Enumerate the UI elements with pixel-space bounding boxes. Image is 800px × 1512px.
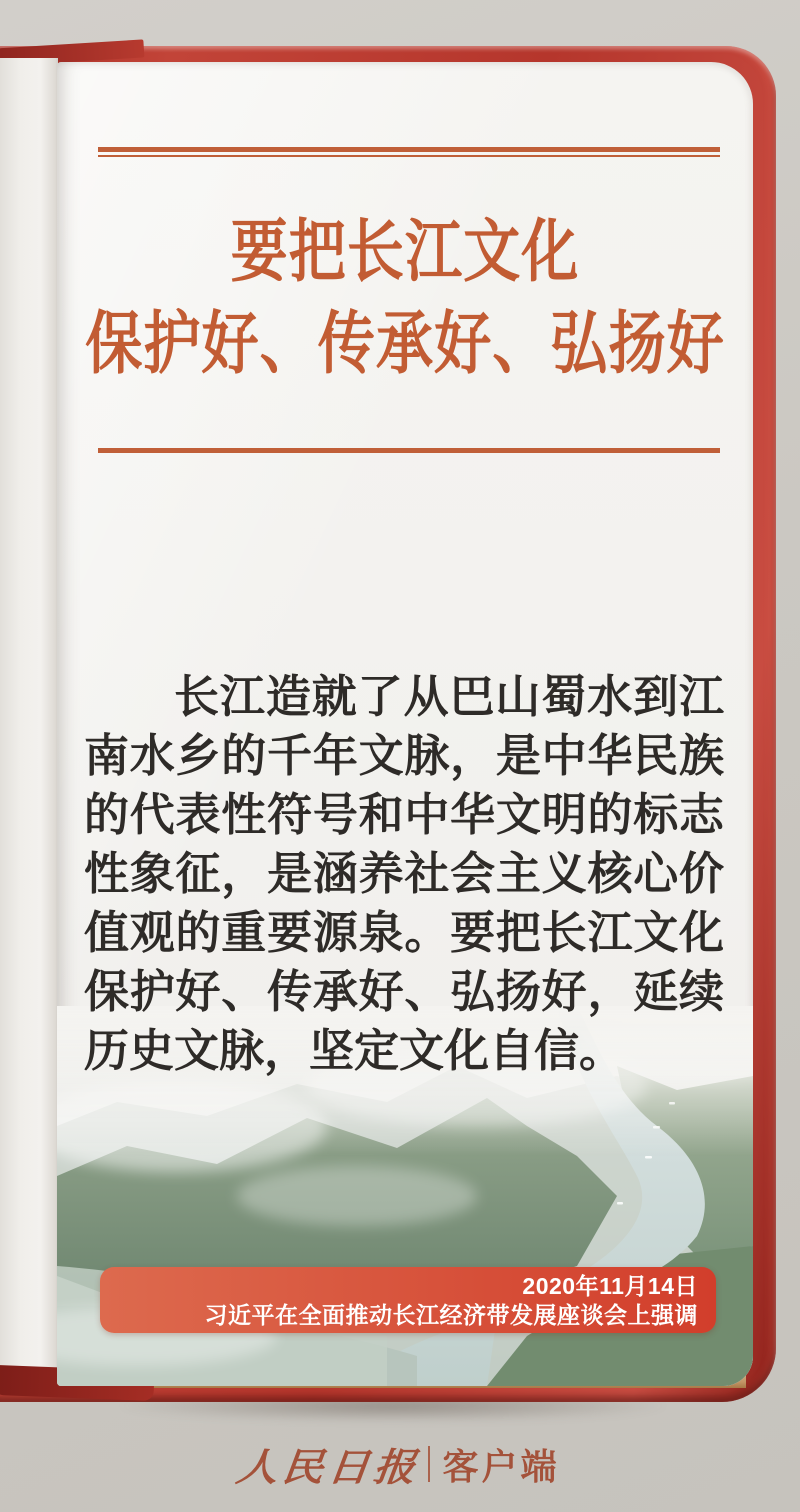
brand-suffix-text: 客户端 bbox=[442, 1445, 560, 1487]
body-line: 的代表性符号和中华文明的标志 bbox=[84, 790, 724, 840]
body-line: 保护好、传承好、弘扬好，延续 bbox=[84, 967, 724, 1017]
brand-script-text: 人民日报 bbox=[234, 1444, 423, 1490]
logo-divider bbox=[428, 1446, 430, 1482]
book-page bbox=[57, 62, 753, 1386]
banner-attribution: 习近平在全面推动长江经济带发展座谈会上强调 bbox=[204, 1301, 698, 1328]
body-line: 值观的重要源泉。要把长江文化 bbox=[84, 908, 724, 958]
page-title bbox=[57, 206, 753, 390]
attribution-banner bbox=[100, 1267, 716, 1333]
body-line: 性象征，是涵养社会主义核心价 bbox=[84, 849, 724, 899]
body-paragraph bbox=[84, 668, 724, 1081]
body-line: 历史文脉，坚定文化自信。 bbox=[84, 1026, 625, 1076]
bottom-decorative-rule bbox=[98, 448, 720, 453]
top-decorative-rule bbox=[98, 147, 720, 157]
title-line-2: 保护好、传承好、弘扬好 bbox=[85, 304, 725, 382]
left-page-edge bbox=[0, 58, 58, 1390]
body-line: 南水乡的千年文脉，是中华民族 bbox=[84, 731, 724, 781]
title-line-1: 要把长江文化 bbox=[230, 212, 580, 290]
body-line: 长江造就了从巴山蜀水到江 bbox=[174, 672, 724, 722]
banner-date: 2020年11月14日 bbox=[522, 1272, 698, 1299]
peoples-daily-logo bbox=[0, 1436, 800, 1492]
